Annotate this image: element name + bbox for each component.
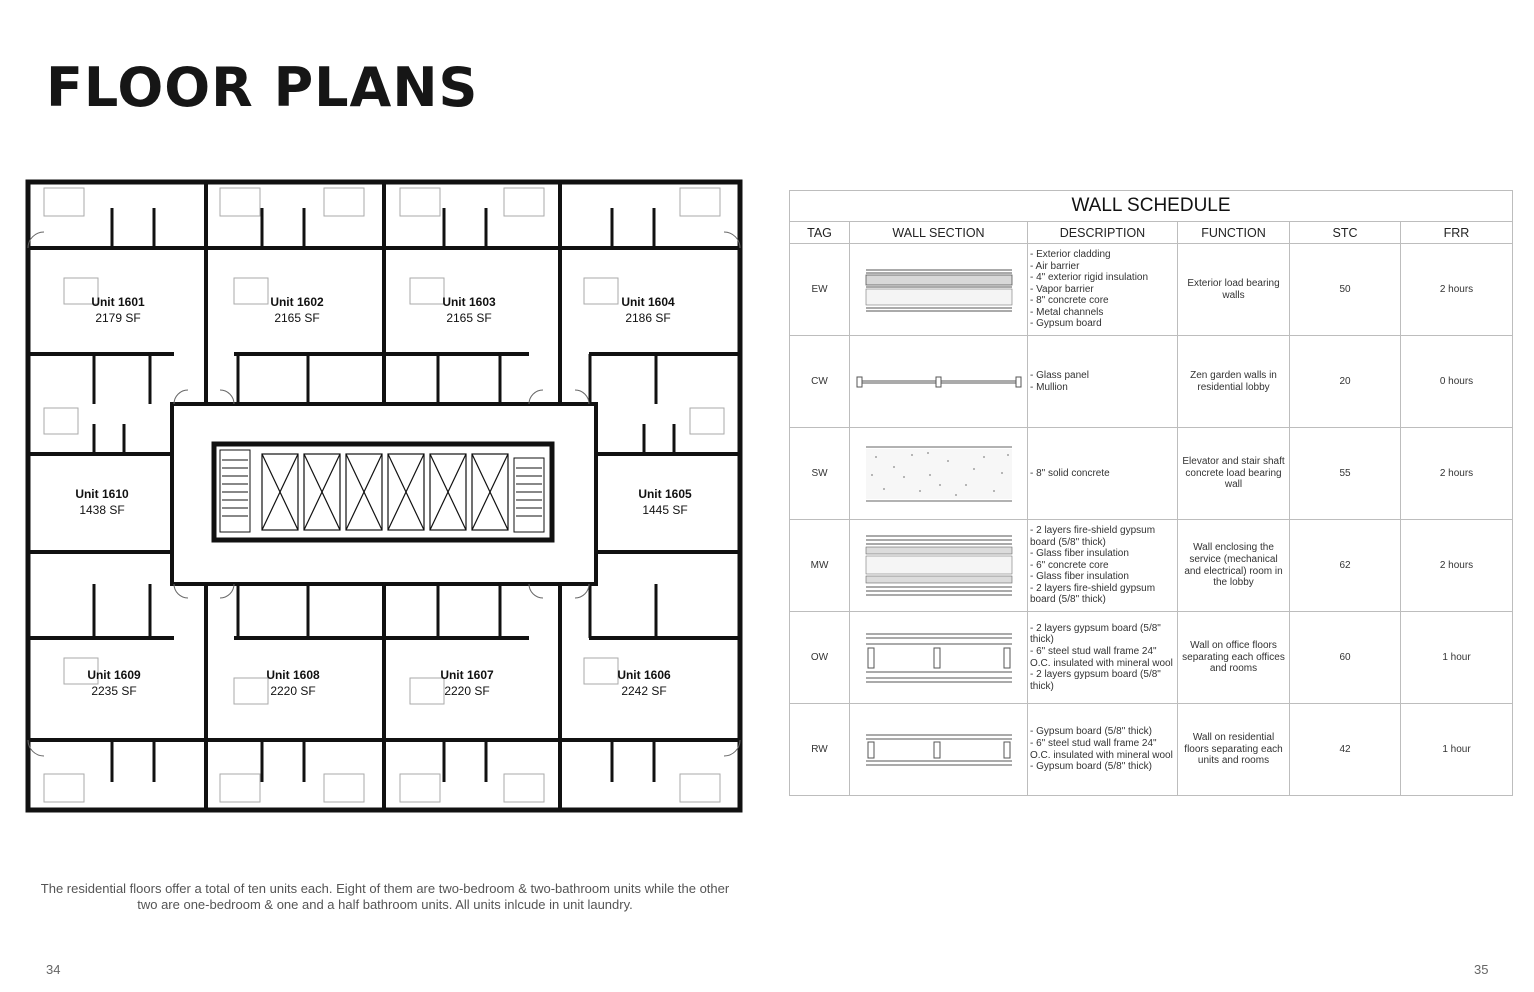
page-number-left: 34 bbox=[46, 962, 61, 977]
wall-function: Elevator and stair shaft concrete load bearing wall bbox=[1178, 428, 1290, 520]
wall-stc: 50 bbox=[1290, 244, 1401, 336]
unit-name: Unit 1602 bbox=[270, 295, 324, 309]
wall-function: Exterior load bearing walls bbox=[1178, 244, 1290, 336]
unit-area: 1438 SF bbox=[79, 503, 125, 517]
unit-area: 2179 SF bbox=[95, 311, 141, 325]
unit-label bbox=[54, 667, 174, 699]
column-header-description: DESCRIPTION bbox=[1028, 222, 1178, 244]
wall-section-drawing bbox=[850, 520, 1028, 612]
wall-section-drawing bbox=[850, 336, 1028, 428]
wall-frr: 2 hours bbox=[1401, 428, 1513, 520]
description-line: - Gypsum board (5/8" thick) bbox=[1030, 726, 1152, 738]
wall-function: Wall on office floors separating each offices and rooms bbox=[1178, 612, 1290, 704]
description-line: - 2 layers gypsum board (5/8" thick) bbox=[1030, 669, 1161, 692]
curtain-wall-section-icon bbox=[856, 375, 1022, 389]
wall-description bbox=[1028, 520, 1178, 612]
table-row bbox=[790, 336, 1513, 428]
unit-label bbox=[588, 294, 708, 326]
description-line: - 4" exterior rigid insulation bbox=[1030, 272, 1149, 284]
column-header-wall-section: WALL SECTION bbox=[850, 222, 1028, 244]
wall-description bbox=[1028, 336, 1178, 428]
wall-section-drawing bbox=[850, 704, 1028, 796]
wall-stc: 20 bbox=[1290, 336, 1401, 428]
unit-name: Unit 1607 bbox=[440, 668, 494, 682]
exterior-wall-section-icon bbox=[864, 267, 1014, 313]
wall-tag: OW bbox=[790, 612, 850, 704]
office-wall-section-icon bbox=[864, 632, 1014, 684]
unit-name: Unit 1609 bbox=[87, 668, 141, 682]
table-row bbox=[790, 612, 1513, 704]
column-header-tag: TAG bbox=[790, 222, 850, 244]
description-line: - 2 layers gypsum board (5/8" thick) bbox=[1030, 622, 1161, 646]
wall-frr: 1 hour bbox=[1401, 704, 1513, 796]
description-line: - 6" concrete core bbox=[1030, 559, 1109, 571]
unit-name: Unit 1601 bbox=[91, 295, 145, 309]
unit-area: 2186 SF bbox=[625, 311, 671, 325]
unit-area: 2220 SF bbox=[270, 684, 316, 698]
unit-name: Unit 1605 bbox=[638, 487, 692, 501]
description-line: - Glass fiber insulation bbox=[1030, 548, 1129, 560]
mechanical-wall-section-icon bbox=[864, 534, 1014, 598]
description-line: - 2 layers fire-shield gypsum board (5/8" thick) bbox=[1030, 524, 1156, 548]
wall-stc: 62 bbox=[1290, 520, 1401, 612]
description-line: - Glass panel bbox=[1030, 369, 1089, 381]
description-line: - Gypsum board (5/8" thick) bbox=[1030, 761, 1152, 773]
description-line: - 8" concrete core bbox=[1030, 295, 1109, 307]
description-line: - Gypsum board bbox=[1030, 318, 1102, 330]
description-line: - 6" steel stud wall frame 24" O.C. insulated with mineral wool bbox=[1030, 737, 1173, 761]
description-line: - Mullion bbox=[1030, 381, 1068, 393]
wall-tag: MW bbox=[790, 520, 850, 612]
description-line: - 2 layers fire-shield gypsum board (5/8" thick) bbox=[1030, 582, 1156, 606]
wall-function: Zen garden walls in residential lobby bbox=[1178, 336, 1290, 428]
unit-name: Unit 1606 bbox=[617, 668, 671, 682]
description-line: - 6" steel stud wall frame 24" O.C. insulated with mineral wool bbox=[1030, 645, 1173, 669]
unit-label bbox=[58, 294, 178, 326]
wall-frr: 2 hours bbox=[1401, 244, 1513, 336]
table-row bbox=[790, 244, 1513, 336]
wall-function: Wall enclosing the service (mechanical and electrical) room in the lobby bbox=[1178, 520, 1290, 612]
wall-tag: EW bbox=[790, 244, 850, 336]
residential-wall-section-icon bbox=[864, 733, 1014, 767]
wall-frr: 0 hours bbox=[1401, 336, 1513, 428]
description-line: - Air barrier bbox=[1030, 260, 1080, 272]
wall-description bbox=[1028, 428, 1178, 520]
description-line: - Glass fiber insulation bbox=[1030, 571, 1129, 583]
elevators bbox=[262, 454, 508, 530]
table-row bbox=[790, 428, 1513, 520]
description-line: - Metal channels bbox=[1030, 306, 1104, 318]
description-line: - 8" solid concrete bbox=[1030, 467, 1110, 479]
table-row bbox=[790, 704, 1513, 796]
description-line: - Vapor barrier bbox=[1030, 283, 1094, 295]
unit-label bbox=[233, 667, 353, 699]
wall-description bbox=[1028, 244, 1178, 336]
wall-section-drawing bbox=[850, 244, 1028, 336]
wall-stc: 42 bbox=[1290, 704, 1401, 796]
wall-frr: 1 hour bbox=[1401, 612, 1513, 704]
unit-name: Unit 1610 bbox=[75, 487, 129, 501]
unit-label bbox=[42, 486, 162, 518]
wall-section-drawing bbox=[850, 612, 1028, 704]
unit-area: 2220 SF bbox=[444, 684, 490, 698]
wall-frr: 2 hours bbox=[1401, 520, 1513, 612]
wall-tag: CW bbox=[790, 336, 850, 428]
description-line: - Exterior cladding bbox=[1030, 248, 1111, 260]
column-header-frr: FRR bbox=[1401, 222, 1513, 244]
wall-tag: SW bbox=[790, 428, 850, 520]
wall-tag: RW bbox=[790, 704, 850, 796]
unit-area: 2165 SF bbox=[446, 311, 492, 325]
floor-plan-caption: The residential floors offer a total of ten units each. Eight of them are two-bedroom & two-bathroom units while the other two are one-bedroom & one and a half bathroom units. All units inlcude in unit laundry. bbox=[40, 881, 730, 912]
table-row bbox=[790, 520, 1513, 612]
unit-area: 2235 SF bbox=[91, 684, 137, 698]
wall-stc: 60 bbox=[1290, 612, 1401, 704]
unit-label bbox=[237, 294, 357, 326]
wall-description bbox=[1028, 612, 1178, 704]
wall-function: Wall on residential floors separating each units and rooms bbox=[1178, 704, 1290, 796]
wall-section-drawing bbox=[850, 428, 1028, 520]
unit-label bbox=[605, 486, 725, 518]
wall-description bbox=[1028, 704, 1178, 796]
unit-name: Unit 1604 bbox=[621, 295, 675, 309]
unit-label bbox=[407, 667, 527, 699]
column-header-stc: STC bbox=[1290, 222, 1401, 244]
unit-label bbox=[584, 667, 704, 699]
wall-schedule-table bbox=[789, 190, 1513, 796]
floor-plan bbox=[24, 178, 744, 814]
unit-label bbox=[409, 294, 529, 326]
wall-schedule-title: WALL SCHEDULE bbox=[790, 191, 1513, 222]
unit-name: Unit 1603 bbox=[442, 295, 496, 309]
page-number-right: 35 bbox=[1474, 962, 1489, 977]
corridor-wall bbox=[172, 404, 596, 584]
unit-name: Unit 1608 bbox=[266, 668, 320, 682]
unit-area: 2165 SF bbox=[274, 311, 320, 325]
page-title: FLOOR PLANS bbox=[46, 56, 479, 119]
shaft-wall-section-icon bbox=[864, 445, 1014, 503]
unit-area: 1445 SF bbox=[642, 503, 688, 517]
wall-stc: 55 bbox=[1290, 428, 1401, 520]
unit-area: 2242 SF bbox=[621, 684, 667, 698]
column-header-function: FUNCTION bbox=[1178, 222, 1290, 244]
